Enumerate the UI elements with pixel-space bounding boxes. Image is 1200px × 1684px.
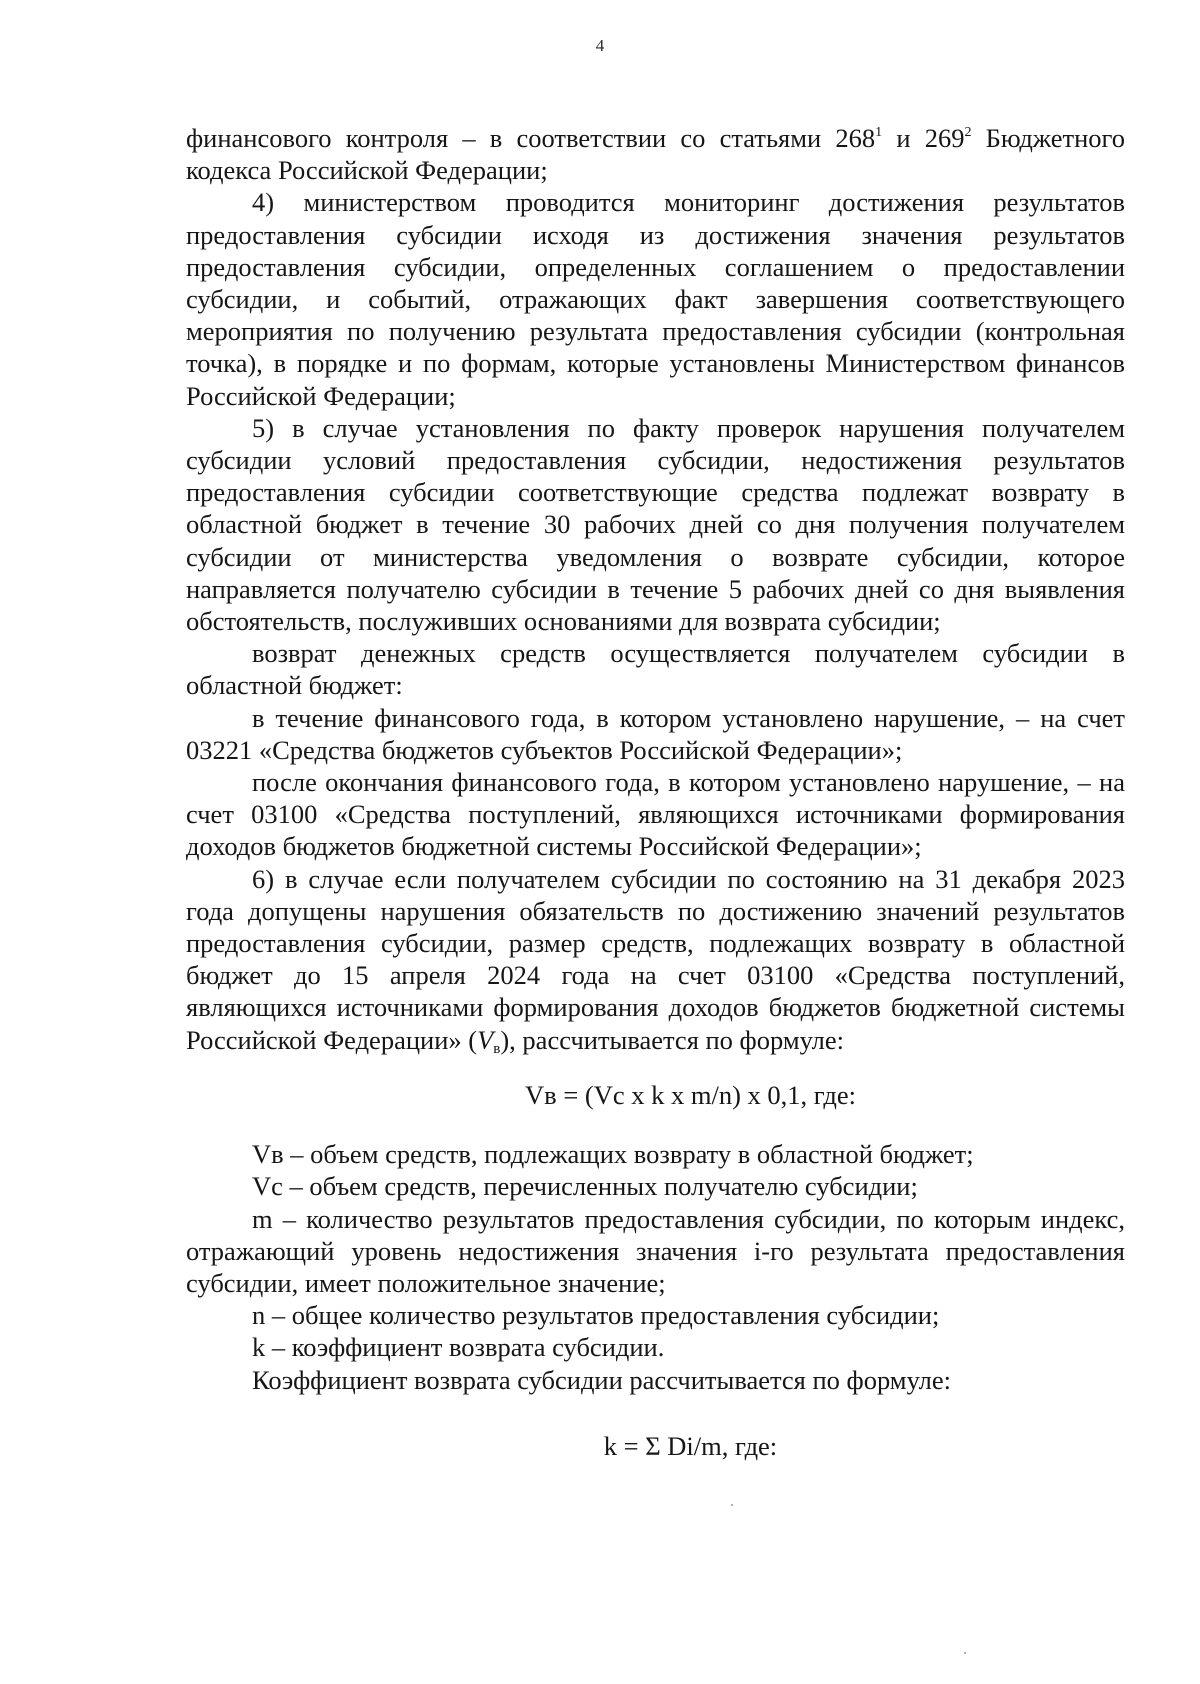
- formula-coefficient: k = Σ Di/m, где:: [603, 1430, 778, 1461]
- text-fragment: 6) в случае если получателем субсидии по состоянию на 31 декабря 2023 года допущены нарушения обязательств по достижению значений результатов предоставления субсидии, размер средств, подлежащих возврату в областной бюджет до 15 апреля 2024 года на счет 03100 «Средства поступлений, являющихся источниками формирования доходов бюджетов бюджетной системы Российской Федерации» (: [186, 863, 1125, 1055]
- paragraph-refund-after-year: после окончания финансового года, в котором установлено нарушение, – на счет 03100 «Средства поступлений, являющихся источниками формирования доходов бюджетов бюджетной системы Российской Федерации»;: [186, 767, 1125, 862]
- paragraph-refund-current-year: в течение финансового года, в котором установлено нарушение, – на счет 03221 «Средства бюджетов субъектов Российской Федерации»;: [186, 702, 1125, 765]
- definition-vv: Vв – объем средств, подлежащих возврату в областной бюджет;: [252, 1139, 974, 1170]
- text-fragment: финансового контроля – в соответствии со статьями 268: [186, 123, 876, 153]
- text-fragment: и 269: [882, 123, 965, 153]
- variable-v: V: [477, 1024, 494, 1055]
- definition-n: n – общее количество результатов предоставления субсидии;: [252, 1300, 940, 1331]
- scan-speck: [731, 1504, 733, 1506]
- superscript: 2: [964, 125, 972, 140]
- definition-m: m – количество результатов предоставления субсидии, по которым индекс, отражающий уровень недостижения значения i-го результата предоставления субсидии, имеет положительное значение;: [186, 1203, 1125, 1298]
- subscript: в: [493, 1040, 501, 1057]
- formula-return-volume: Vв = (Vс х k х m/n) х 0,1, где:: [525, 1079, 856, 1110]
- scan-speck: [964, 1652, 966, 1654]
- definition-vc: Vс – объем средств, перечисленных получателю субсидии;: [252, 1171, 918, 1202]
- document-body: [186, 122, 1125, 1462]
- paragraph-item-6-return-amount: [186, 863, 1125, 1056]
- paragraph-financial-control: [186, 122, 1125, 186]
- paragraph-item-4-monitoring: 4) министерством проводится мониторинг достижения результатов предоставления субсидии исходя из достижения значения результатов предоставления субсидии, определенных соглашением о предоставлении субсидии, и событий, отражающих факт завершения соответствующего мероприятия по получению результата предоставления субсидии (контрольная точка), в порядке и по формам, которые установлены Министерством финансов Российской Федерации;: [186, 187, 1125, 411]
- text-fragment: Бюджетного кодекса Российской Федерации;: [186, 123, 1125, 186]
- paragraph-item-5-violations: 5) в случае установления по факту проверок нарушения получателем субсидии условий предоставления субсидии, недостижения результатов предоставления субсидии соответствующие средства подлежат возврату в областной бюджет в течение 30 рабочих дней со дня получения получателем субсидии от министерства уведомления о возврате субсидии, которое направляется получателю субсидии в течение 5 рабочих дней со дня выявления обстоятельств, послуживших основаниями для возврата субсидии;: [186, 412, 1125, 637]
- coefficient-intro: Коэффициент возврата субсидии рассчитывается по формуле:: [252, 1364, 952, 1395]
- page-number: 4: [595, 36, 605, 55]
- superscript: 1: [875, 125, 883, 140]
- definition-k: k – коэффициент возврата субсидии.: [252, 1332, 665, 1363]
- text-fragment: ), рассчитывается по формуле:: [500, 1024, 845, 1055]
- paragraph-refund-procedure: возврат денежных средств осуществляется получателем субсидии в областной бюджет:: [186, 638, 1125, 701]
